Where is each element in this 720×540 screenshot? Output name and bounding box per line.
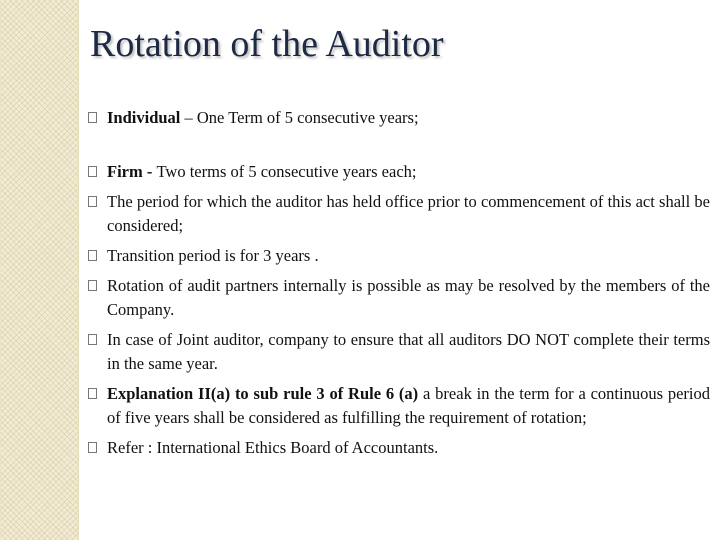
bullet-marker-icon <box>88 388 97 399</box>
bullet-bold-text: Individual <box>107 108 181 127</box>
bullet-marker-icon <box>88 250 97 261</box>
bullet-bold-text: Firm - <box>107 162 157 181</box>
bullet-list <box>88 106 710 460</box>
bullet-text: Transition period is for 3 years . <box>107 246 319 265</box>
bullet-text: The period for which the auditor has held office prior to commencement of this act shall be considered; <box>107 192 710 235</box>
bullet-text: – One Term of 5 consecutive years; <box>180 108 419 127</box>
bullet-marker-icon <box>88 112 97 123</box>
bullet-reference <box>88 436 710 460</box>
bullet-marker-icon <box>88 166 97 177</box>
bullet-individual <box>88 106 710 130</box>
bullet-marker-icon <box>88 442 97 453</box>
decorative-side-band <box>0 0 79 540</box>
bullet-explanation <box>88 382 710 430</box>
bullet-text: In case of Joint auditor, company to ensure that all auditors DO NOT complete their terms in the same year. <box>107 330 710 373</box>
bullet-text: Two terms of 5 consecutive years each; <box>156 162 417 181</box>
bullet-joint-auditor <box>88 328 710 376</box>
bullet-marker-icon <box>88 196 97 207</box>
bullet-marker-icon <box>88 334 97 345</box>
bullet-firm <box>88 160 710 184</box>
bullet-text: a break in the term for a continuous period of five years shall be considered as fulfilling the requirement of rotation; <box>107 384 710 427</box>
bullet-audit-partners <box>88 274 710 322</box>
bullet-transition-period <box>88 244 710 268</box>
bullet-bold-text: Explanation II(a) to sub rule 3 of Rule 6 (a) <box>107 384 419 403</box>
slide-title: Rotation of the Auditor <box>90 23 444 65</box>
bullet-text: Refer : International Ethics Board of Accountants. <box>107 438 439 457</box>
bullet-text: Rotation of audit partners internally is possible as may be resolved by the members of the Company. <box>107 276 710 319</box>
bullet-period-considered <box>88 190 710 238</box>
bullet-marker-icon <box>88 280 97 291</box>
